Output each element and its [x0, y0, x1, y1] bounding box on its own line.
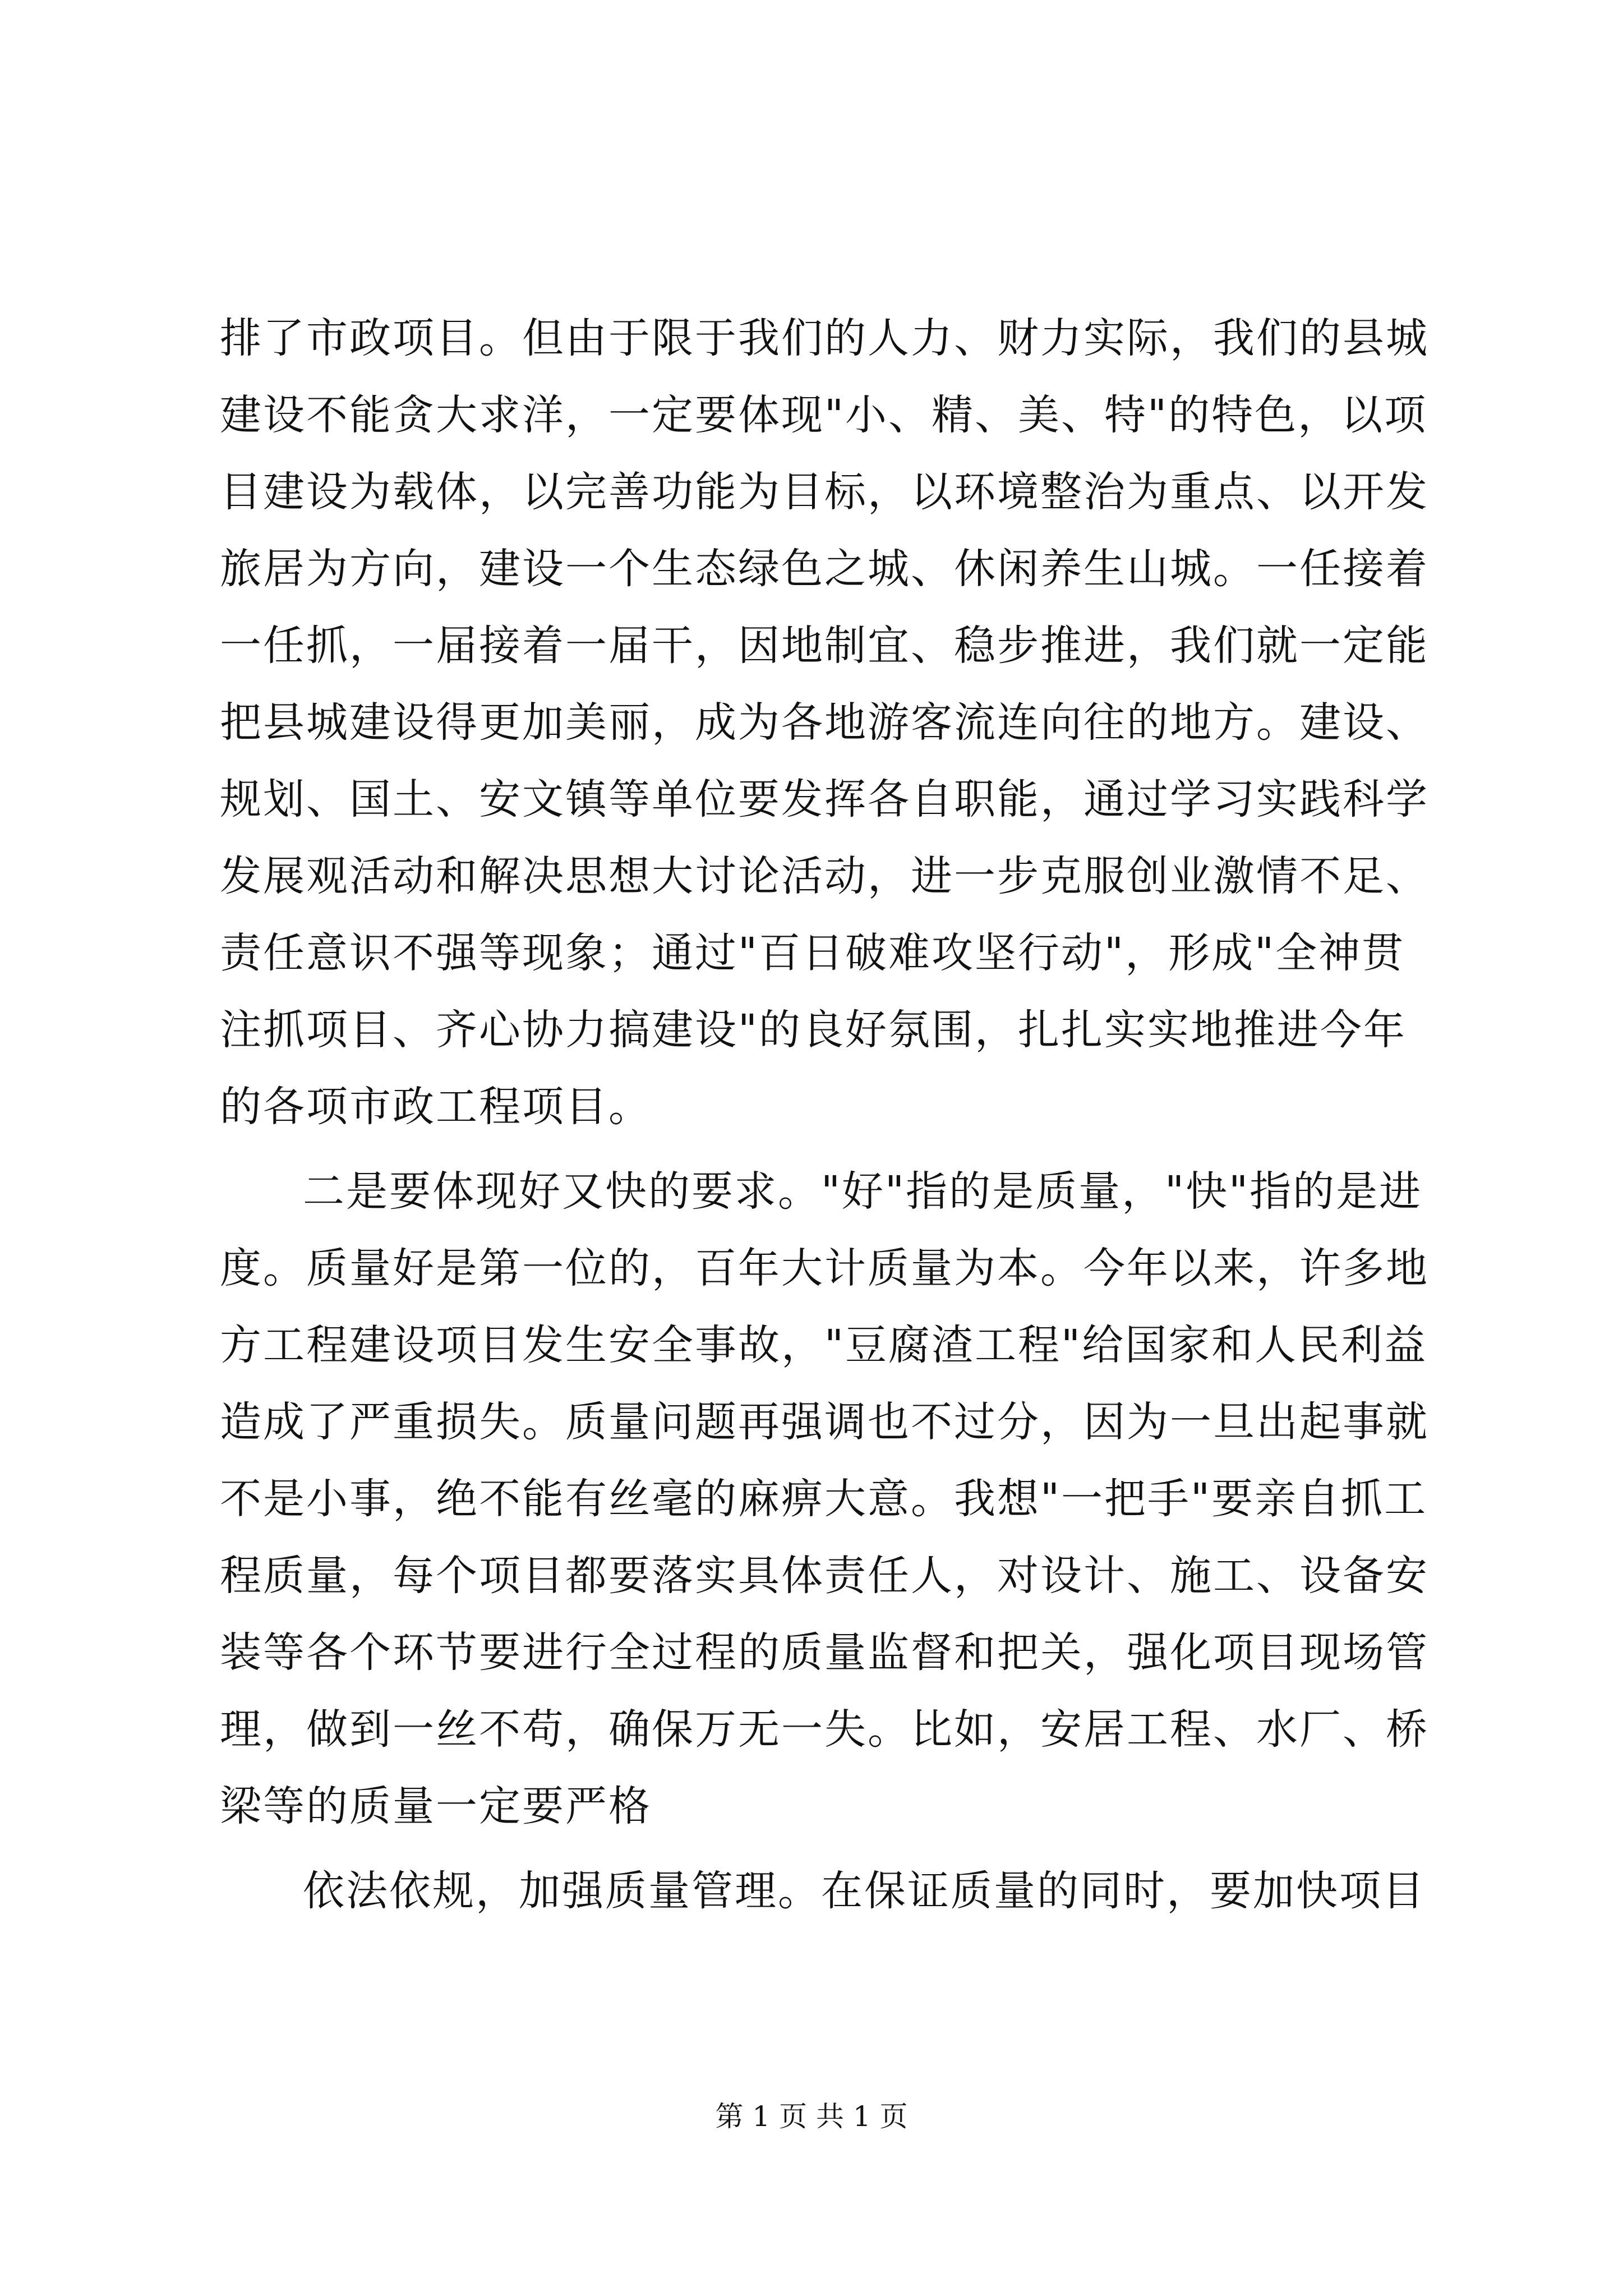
text-line: 不是小事，绝不能有丝毫的麻痹大意。我想"一把手"要亲自抓工 — [220, 1475, 1428, 1523]
text-line: 的各项市政工程项目。 — [220, 1083, 652, 1131]
text-line: 把县城建设得更加美丽，成为各地游客流连向往的地方。建设、 — [220, 698, 1429, 747]
text-line: 程质量，每个项目都要落实具体责任人，对设计、施工、设备安 — [220, 1552, 1429, 1600]
text-line: 目建设为载体，以完善功能为目标，以环境整治为重点、以开发 — [220, 468, 1429, 516]
text-line: 建设不能贪大求洋，一定要体现"小、精、美、特"的特色，以项 — [220, 391, 1428, 439]
text-line: 造成了严重损失。质量问题再强调也不过分，因为一旦出起事就 — [220, 1398, 1429, 1446]
text-line: 梁等的质量一定要严格 — [220, 1782, 652, 1830]
paragraph-2 — [220, 1153, 1454, 1845]
paragraph-1 — [220, 300, 1454, 1145]
paragraph-3 — [220, 1853, 1454, 1930]
text-line: 发展观活动和解决思想大讨论活动，进一步克服创业激情不足、 — [220, 852, 1429, 900]
text-line: 理，做到一丝不苟，确保万无一失。比如，安居工程、水厂、桥 — [220, 1705, 1429, 1754]
text-line: 注抓项目、齐心协力搞建设"的良好氛围，扎扎实实地推进今年 — [220, 1006, 1407, 1054]
text-line: 旅居为方向，建设一个生态绿色之城、休闲养生山城。一任接着 — [220, 545, 1429, 593]
text-line: 排了市政项目。但由于限于我们的人力、财力实际，我们的县城 — [220, 314, 1429, 362]
text-line: 依法依规，加强质量管理。在保证质量的同时，要加快项目 — [303, 1867, 1426, 1915]
text-line: 规划、国土、安文镇等单位要发挥各自职能，通过学习实践科学 — [220, 775, 1429, 823]
page-footer: 第 1 页 共 1 页 — [715, 2100, 908, 2133]
text-line: 装等各个环节要进行全过程的质量监督和把关，强化项目现场管 — [220, 1628, 1429, 1677]
document-body — [220, 300, 1454, 1930]
text-line: 方工程建设项目发生安全事故，"豆腐渣工程"给国家和人民利益 — [220, 1321, 1428, 1369]
text-line: 二是要体现好又快的要求。"好"指的是质量，"快"指的是进 — [303, 1167, 1423, 1216]
text-line: 一任抓，一届接着一届干，因地制宜、稳步推进，我们就一定能 — [220, 622, 1429, 670]
text-line: 度。质量好是第一位的，百年大计质量为本。今年以来，许多地 — [220, 1244, 1429, 1292]
text-line: 责任意识不强等现象；通过"百日破难攻坚行动"，形成"全神贯 — [220, 929, 1405, 977]
